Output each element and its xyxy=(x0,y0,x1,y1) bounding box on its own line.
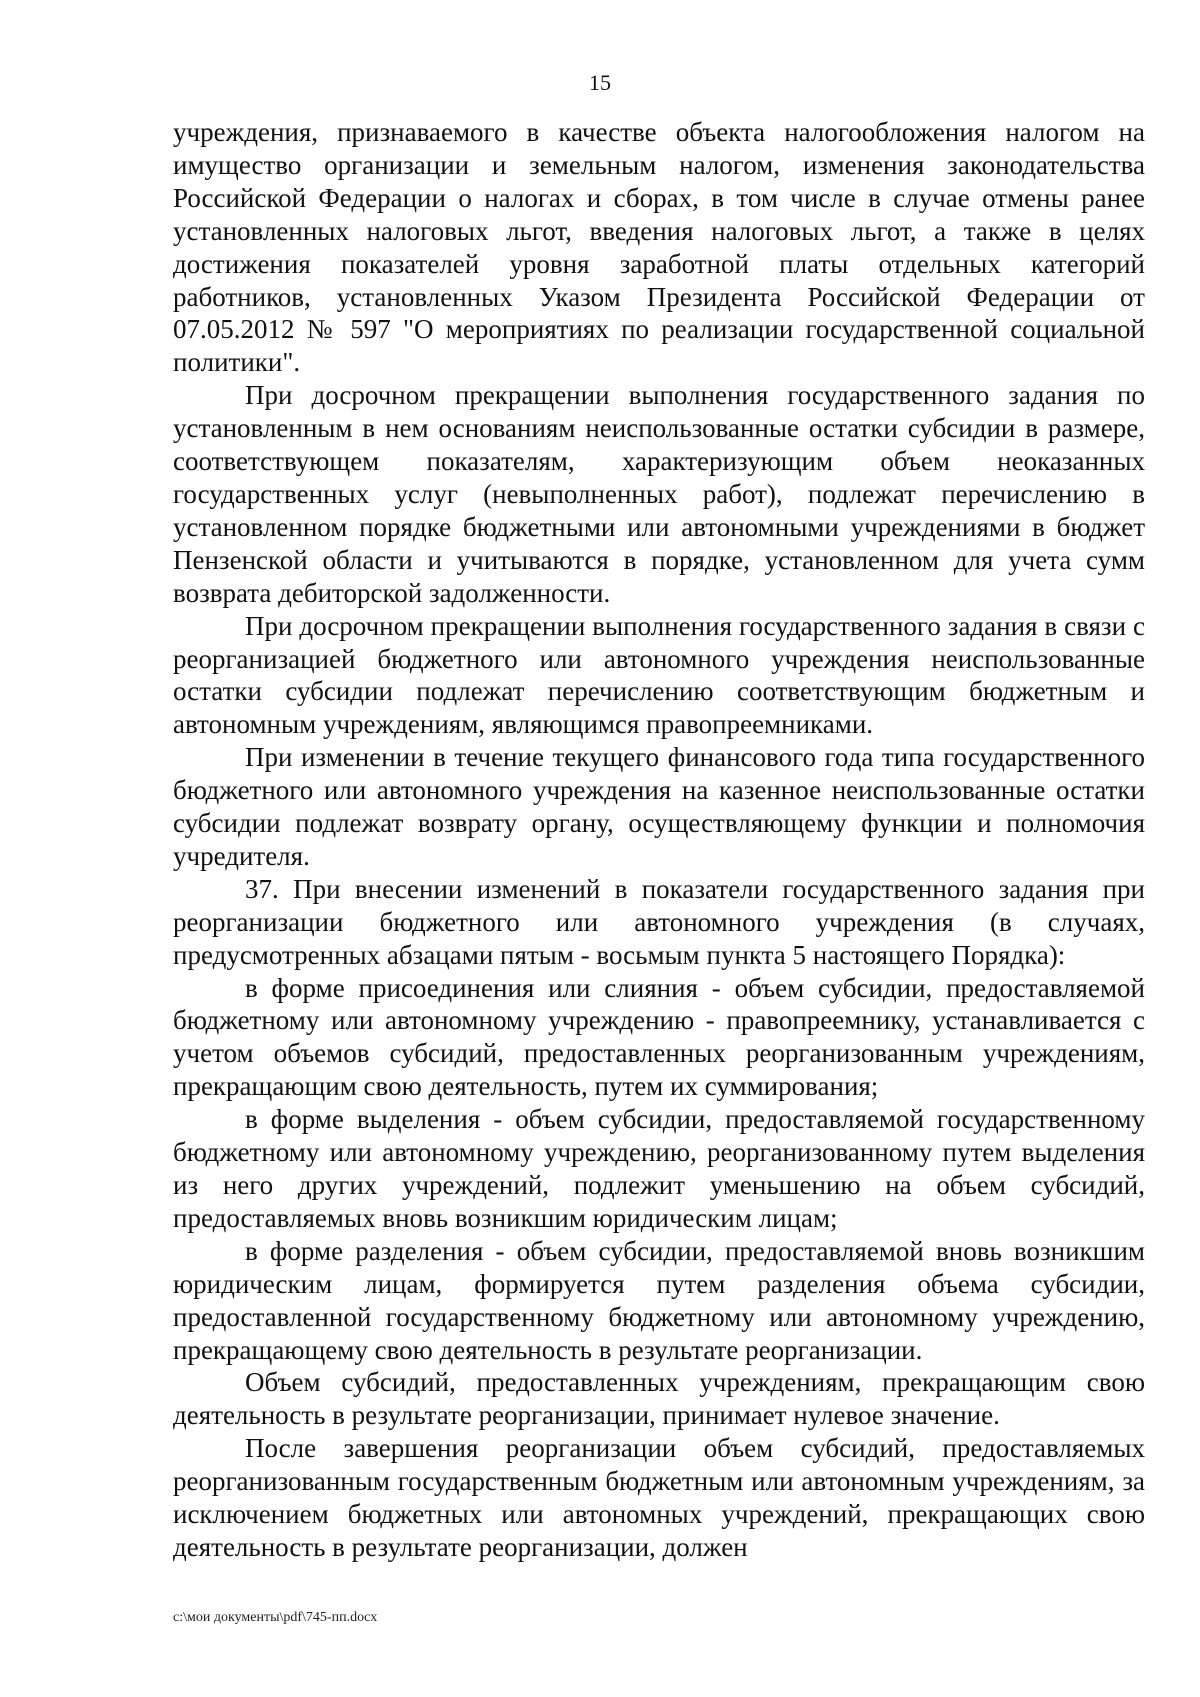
paragraph-after-reorganization: После завершения реорганизации объем субсидий, предоставляемых реорганизованным государственным бюджетным или автономным учреждениям, за исключением бюджетных или автономных учреждений, прекращающих свою деятельность в результате реорганизации, должен xyxy=(173,1433,1145,1562)
paragraph-merger: в форме присоединения или слияния - объем субсидии, предоставляемой бюджетному или автономному учреждению - правопреемнику, устанавливается с учетом объемов субсидий, предоставленных реорганизованным учреждениям, прекращающим свою деятельность, путем их суммирования; xyxy=(173,972,1145,1102)
paragraph-zero-value: Объем субсидий, предоставленных учреждениям, прекращающим свою деятельность в результате реорганизации, принимает нулевое значение. xyxy=(173,1367,1145,1431)
page-number: 15 xyxy=(589,70,611,95)
paragraph-reorganization-termination: При досрочном прекращении выполнения государственного задания в связи с реорганизацией бюджетного или автономного учреждения неиспользованные остатки субсидии подлежат перечислению соответствующим бюджетным и автономным учреждениям, являющимся правопреемниками. xyxy=(173,610,1145,740)
paragraph-continuation: учреждения, признаваемого в качестве объекта налогообложения налогом на имущество организации и земельным налогом, изменения законодательства Российской Федерации о налогах и сборах, в том числе в случае отмены ранее установленных налоговых льгот, введения налоговых льгот, а также в целях достижения показателей уровня заработной платы отдельных категорий работников, установленных Указом Президента Российской Федерации от 07.05.2012 № 597 "О мероприятиях по реализации государственной социальной политики". xyxy=(173,117,1145,378)
document-body xyxy=(173,116,1145,1564)
paragraph-item-37: 37. При внесении изменений в показатели государственного задания при реорганизации бюджетного или автономного учреждения (в случаях, предусмотренных абзацами пятым - восьмым пункта 5 настоящего Порядка): xyxy=(173,873,1145,970)
paragraph-division: в форме разделения - объем субсидии, предоставляемой вновь возникшим юридическим лицам, формируется путем разделения объема субсидии, предоставленной государственному бюджетному или автономному учреждению, прекращающему свою деятельность в результате реорганизации. xyxy=(173,1235,1145,1365)
paragraph-early-termination: При досрочном прекращении выполнения государственного задания по установленным в нем основаниям неиспользованные остатки субсидии в размере, соответствующем показателям, характеризующим объем неоказанных государственных услуг (невыполненных работ), подлежат перечислению в установленном порядке бюджетными или автономными учреждениями в бюджет Пензенской области и учитываются в порядке, установленном для учета сумм возврата дебиторской задолженности. xyxy=(173,380,1145,608)
paragraph-type-change: При изменении в течение текущего финансового года типа государственного бюджетного или автономного учреждения на казенное неиспользованные остатки субсидии подлежат возврату органу, осуществляющему функции и полномочия учредителя. xyxy=(173,742,1145,871)
paragraph-spin-off: в форме выделения - объем субсидии, предоставляемой государственному бюджетному или автономному учреждению, реорганизованному путем выделения из него других учреждений, подлежит уменьшению на объем субсидий, предоставляемых вновь возникшим юридическим лицам; xyxy=(173,1104,1145,1233)
file-path-footer: c:\мои документы\pdf\745-пп.docx xyxy=(173,1610,378,1625)
